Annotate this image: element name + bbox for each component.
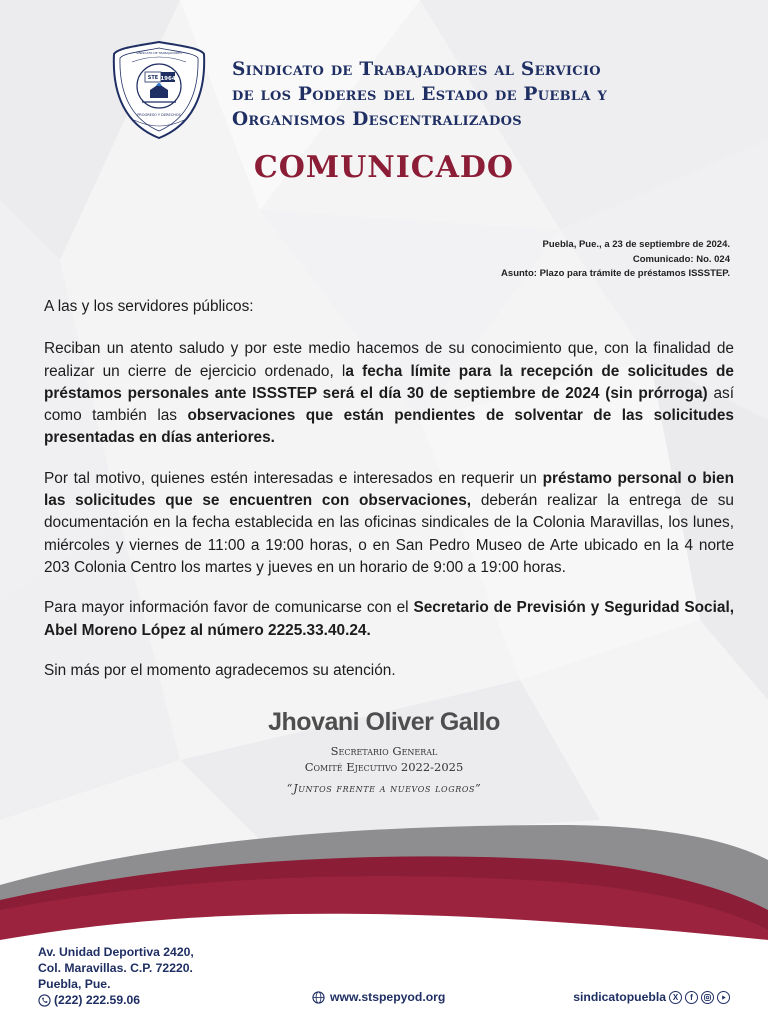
facebook-icon[interactable]: f	[685, 991, 698, 1004]
closing: Sin más por el momento agradecemos su atención.	[44, 661, 396, 679]
p3-bold-1: Secretario de Previsión y Seguridad Social, Abel Moreno López al número 2225.33.40.24.	[44, 599, 734, 639]
phone-number: (222) 222.59.06	[54, 993, 141, 1007]
footer-website[interactable]	[312, 990, 445, 1004]
signatory-role: Secretario General	[330, 744, 438, 758]
paragraph-1	[44, 338, 734, 449]
p3-text-1: Para mayor información favor de comunicarse con el	[44, 599, 414, 617]
address-line-2: Col. Maravillas. C.P. 72220.	[38, 961, 193, 975]
p2-text-1: Por tal motivo, quienes estén interesadas e interesados en requerir un	[44, 469, 543, 487]
paragraph-3	[44, 597, 734, 642]
union-logo	[112, 40, 206, 140]
communique-number: Comunicado: No. 024	[632, 253, 730, 265]
address-line-3: Puebla, Pue.	[38, 977, 111, 991]
org-title-line-1: Sindicato de Trabajadores al Servicio	[232, 59, 601, 80]
footer-social	[573, 990, 730, 1004]
website-url: www.stspepyod.org	[330, 990, 446, 1004]
communique-body	[44, 296, 734, 702]
signatory-committee: Comité Ejecutivo 2022-2025	[304, 760, 464, 774]
p2-text-2: deberán realizar la entrega de su documentación en la fecha establecida en las oficinas sindicales de la Colonia Maravillas, los lunes, miércoles y viernes de 11:00 a 19:00 horas, o en San Pedro Museo de Arte ubicado en la 4 norte 203 Colonia Centro los martes y jueves en un horario de 9:00 a 19:00 horas.	[44, 492, 734, 576]
communique-subject: Asunto: Plazo para trámite de préstamos ISSSTEP.	[501, 268, 730, 279]
communique-date: Puebla, Pue., a 23 de septiembre de 2024.	[542, 239, 730, 250]
address-line-1: Av. Unidad Deportiva 2420,	[38, 945, 194, 959]
org-title-line-2: de los Poderes del Estado de Puebla y	[232, 84, 608, 105]
org-title-line-3: Organismos Descentralizados	[232, 109, 522, 130]
p1-text-2: así como también las	[44, 384, 734, 425]
p1-text-1: Reciban un atento saludo y por este medio hacemos de su conocimiento que, con la finalidad de realizar un cierre de ejercicio ordenado, l	[44, 340, 734, 380]
p1-bold-1: a fecha límite para la recepción de solicitudes de préstamos personales ante ISSSTEP será el día 30 de septiembre de 2024 (sin prórroga)	[44, 362, 734, 402]
page-title: COMUNICADO	[253, 150, 515, 185]
logo-inner-mid: 1964	[160, 76, 176, 82]
signatory-name: Jhovani Oliver Gallo	[268, 708, 500, 736]
organization-title	[232, 57, 752, 132]
paragraph-2	[44, 468, 734, 579]
p2-bold-1: préstamo personal o bien las solicitudes que se encuentren con observaciones,	[44, 469, 734, 510]
social-handle: sindicatopuebla	[573, 990, 666, 1004]
communique-meta	[501, 238, 730, 282]
phone-icon	[38, 994, 51, 1007]
globe-icon	[312, 991, 325, 1004]
logo-ring-text: SINDICATO DE TRABAJADORES	[136, 51, 182, 55]
logo-inner-top: STE	[147, 75, 159, 81]
x-icon[interactable]: X	[669, 991, 682, 1004]
motto: “Juntos frente a nuevos logros”	[286, 782, 482, 795]
p1-bold-2: observaciones que están pendientes de solventar de las solicitudes presentadas en días anteriores.	[44, 407, 734, 447]
greeting: A las y los servidores públicos:	[44, 298, 254, 315]
footer-address	[38, 944, 194, 1008]
logo-inner-bottom: PROGRESO Y DERECHOS	[137, 113, 181, 117]
footer-phone[interactable]	[38, 992, 194, 1008]
youtube-icon[interactable]	[717, 991, 730, 1004]
instagram-icon[interactable]	[701, 991, 714, 1004]
